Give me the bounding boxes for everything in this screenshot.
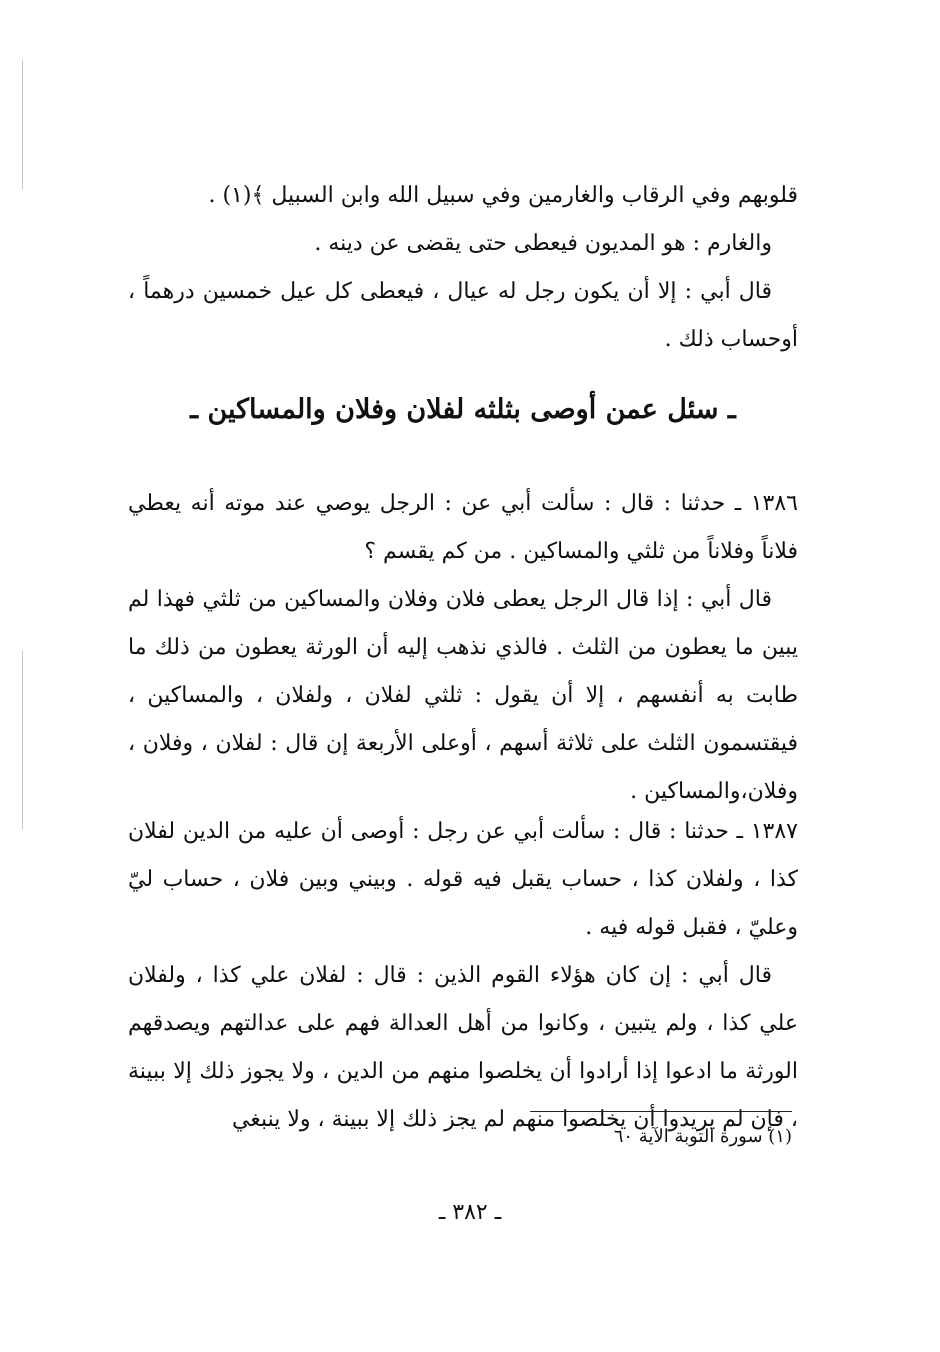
footnote: (١) سورة التوبة الآية ٦٠ — [613, 1126, 792, 1147]
section-heading: ـ سئل عمن أوصى بثلثه لفلان وفلان والمساكين ـ — [190, 394, 736, 425]
footnote-divider — [530, 1111, 792, 1112]
entry-question: ١٣٨٦ ـ حدثنا : قال : سألت أبي عن : الرجل يوصي عند موته أنه يعطي فلاناً وفلاناً من ثلثي والمساكين . من كم يقسم ؟ — [128, 491, 798, 564]
entry-answer: قال أبي : إن كان هؤلاء القوم الذين : قال : لفلان علي كذا ، ولفلان علي كذا ، ولم يتبين ، وكانوا من أهل العدالة فهم على عدالتهم ويصدقهم الورثة ما ادعوا إذا أرادوا أن يخلصوا منهم من الدين ، ولا يجوز ذلك إلا ببينة ، فإن لم يريدوا أن يخلصوا منهم لم يجز ذلك إلا ببينة ، ولا ينبغي — [128, 963, 798, 1132]
intro-line: قال أبي : إلا أن يكون رجل له عيال ، فيعطى كل عيل خمسين درهماً ، أوحساب ذلك . — [128, 279, 798, 352]
entry-question: ١٣٨٧ ـ حدثنا : قال : سألت أبي عن رجل : أوصى أن عليه من الدين لفلان كذا ، ولفلان كذا ، حساب يقبل فيه قوله . وبيني وبين فلان ، حساب ليّ وعليّ ، فقبل قوله فيه . — [128, 819, 798, 940]
entry-1387 — [128, 808, 798, 1144]
intro-section — [128, 172, 798, 364]
scan-edge-line — [22, 650, 23, 830]
entry-answer: قال أبي : إذا قال الرجل يعطى فلان وفلان والمساكين من ثلثي فهذا لم يبين ما يعطون من الثلث . فالذي نذهب إليه أن الورثة يعطون من ذلك ما طابت به أنفسهم ، إلا أن يقول : ثلثي لفلان ، ولفلان ، والمساكين ، فيقتسمون الثلث على ثلاثة أسهم ، أوعلى الأربعة إن قال : لفلان ، وفلان ، وفلان،والمساكين . — [128, 587, 798, 804]
scan-edge-line — [22, 60, 23, 190]
intro-line: والغارم : هو المديون فيعطى حتى يقضى عن دينه . — [314, 231, 772, 256]
entry-1386 — [128, 480, 798, 816]
intro-line: قلوبهم وفي الرقاب والغارمين وفي سبيل الله وابن السبيل ﴾(١) . — [208, 183, 798, 208]
page-number: ـ ٣٨٢ ـ — [438, 1200, 502, 1225]
